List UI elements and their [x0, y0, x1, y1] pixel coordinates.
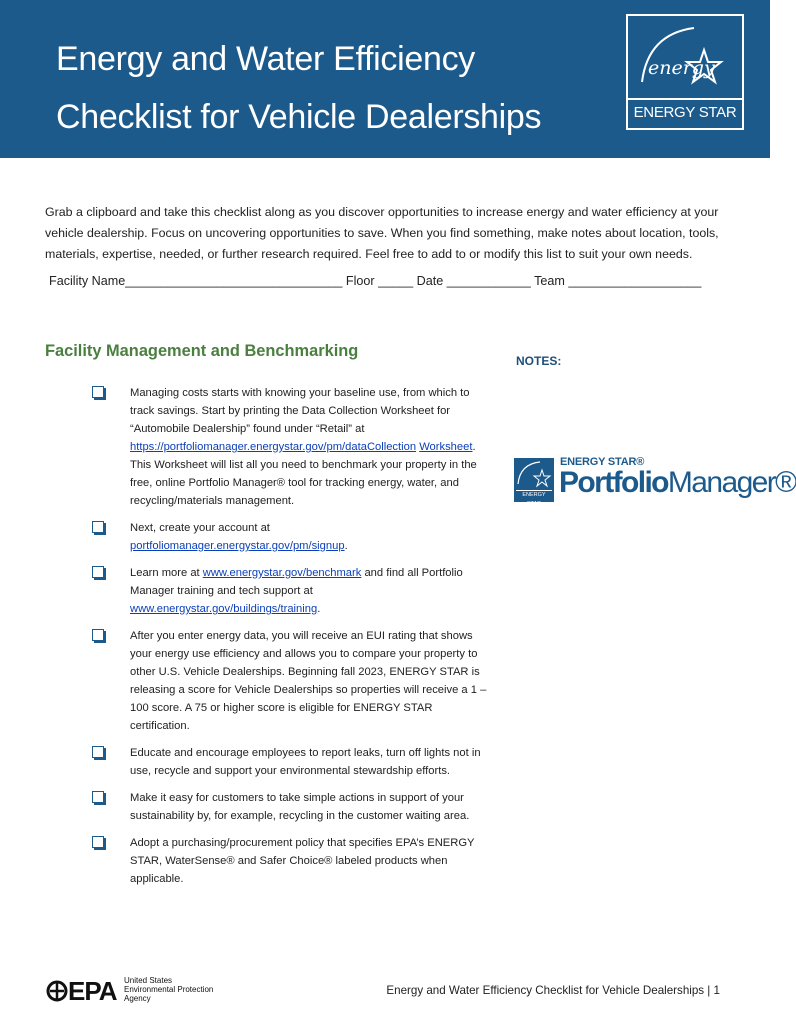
- training-link[interactable]: www.energystar.gov/buildings/training: [130, 603, 318, 615]
- energy-star-logo: [626, 14, 744, 130]
- pm-small-text: ENERGY STAR®: [560, 456, 645, 468]
- checklist-item-7: Adopt a purchasing/procurement policy that specifies EPA’s ENERGY STAR, WaterSense® and Safer Choice® labeled products when applicable.: [90, 834, 490, 888]
- checklist-item-6: Make it easy for customers to take simple actions in support of your sustainability by, for example, recycling in the customer waiting area.: [90, 789, 490, 825]
- portfolio-manager-logo: [514, 456, 796, 512]
- checkbox-icon[interactable]: [92, 566, 104, 578]
- energy-star-small-logo: [514, 458, 554, 507]
- page-title: [56, 30, 541, 146]
- energy-star-arc-icon: [634, 20, 736, 100]
- pm-box-label: ENERGY STAR: [516, 490, 552, 500]
- checkbox-icon[interactable]: [92, 836, 104, 848]
- notes-label: NOTES:: [516, 354, 562, 368]
- header-banner: [0, 0, 770, 158]
- section-title: Facility Management and Benchmarking: [45, 342, 359, 360]
- checklist-item-1: Managing costs starts with knowing your baseline use, from which to track savings. Start by printing the Data Collection Worksheet for “Automobile Dealership” found under “Retail” at https://portfoliomanager.energystar.gov/pm/dataCollection Worksheet. This Worksheet will list all you need to benchmark your property in the free, online Portfolio Manager® tool for tracking energy, water, and recycling/materials management.: [90, 384, 490, 510]
- worksheet-link[interactable]: Worksheet: [419, 441, 473, 453]
- signup-link[interactable]: portfoliomanager.energystar.gov/pm/signup: [130, 540, 345, 552]
- logo-label: ENERGY STAR: [628, 98, 742, 128]
- energy-star-small-icon: [514, 458, 554, 492]
- checklist-item-5: Educate and encourage employees to report leaks, turn off lights not in use, recycle and support your environmental stewardship efforts.: [90, 744, 490, 780]
- pm-big-text: [559, 466, 796, 500]
- checkbox-icon[interactable]: [92, 521, 104, 533]
- checklist-item-4: After you enter energy data, you will receive an EUI rating that shows your energy use efficiency and allows you to compare your property to other U.S. Vehicle Dealerships. Beginning fall 2023, ENERGY STAR is releasing a score for Vehicle Dealerships so properties will receive a 1 – 100 score. A 75 or higher score is eligible for ENERGY STAR certification.: [90, 627, 490, 735]
- floor-field[interactable]: Floor _____: [345, 274, 414, 288]
- epa-agency-text: United States Environmental Protection Agency: [124, 976, 214, 1003]
- epa-logo: [46, 974, 266, 1004]
- checkbox-icon[interactable]: [92, 746, 104, 758]
- pm-big-light: Manager®: [667, 466, 796, 499]
- title-line-2: Checklist for Vehicle Dealerships: [56, 98, 542, 136]
- checklist: [90, 384, 490, 897]
- logo-script: energy: [648, 57, 715, 79]
- epa-flower-icon: [46, 980, 68, 1002]
- epa-mark: EPA: [46, 976, 117, 1007]
- data-collection-link[interactable]: https://portfoliomanager.energystar.gov/pm/dataCollection: [130, 441, 417, 453]
- benchmark-link[interactable]: www.energystar.gov/benchmark: [202, 567, 362, 579]
- title-line-1: Energy and Water Efficiency: [56, 40, 475, 78]
- checkbox-icon[interactable]: [92, 791, 104, 803]
- facility-form-line: [49, 274, 729, 288]
- checklist-item-2: Next, create your account at portfoliomanager.energystar.gov/pm/signup.: [90, 519, 490, 555]
- page-footer: Energy and Water Efficiency Checklist for Vehicle Dealerships | 1: [386, 984, 720, 997]
- date-field[interactable]: Date ____________: [416, 274, 531, 288]
- facility-name-field[interactable]: Facility Name_______________________________: [49, 274, 343, 288]
- checkbox-icon[interactable]: [92, 386, 104, 398]
- checklist-item-3: Learn more at www.energystar.gov/benchmark and find all Portfolio Manager training and tech support at www.energystar.gov/buildings/training.: [90, 564, 490, 618]
- intro-paragraph: Grab a clipboard and take this checklist along as you discover opportunities to increase energy and water efficiency at your vehicle dealership. Focus on uncovering opportunities to save. When you find something, make notes about location, tools, materials, expertise, needed, or further research required. Feel free to add to or modify this list to suit your own needs.: [45, 205, 719, 261]
- team-field[interactable]: Team ___________________: [534, 274, 702, 288]
- checkbox-icon[interactable]: [92, 629, 104, 641]
- pm-big-bold: Portfolio: [559, 466, 668, 499]
